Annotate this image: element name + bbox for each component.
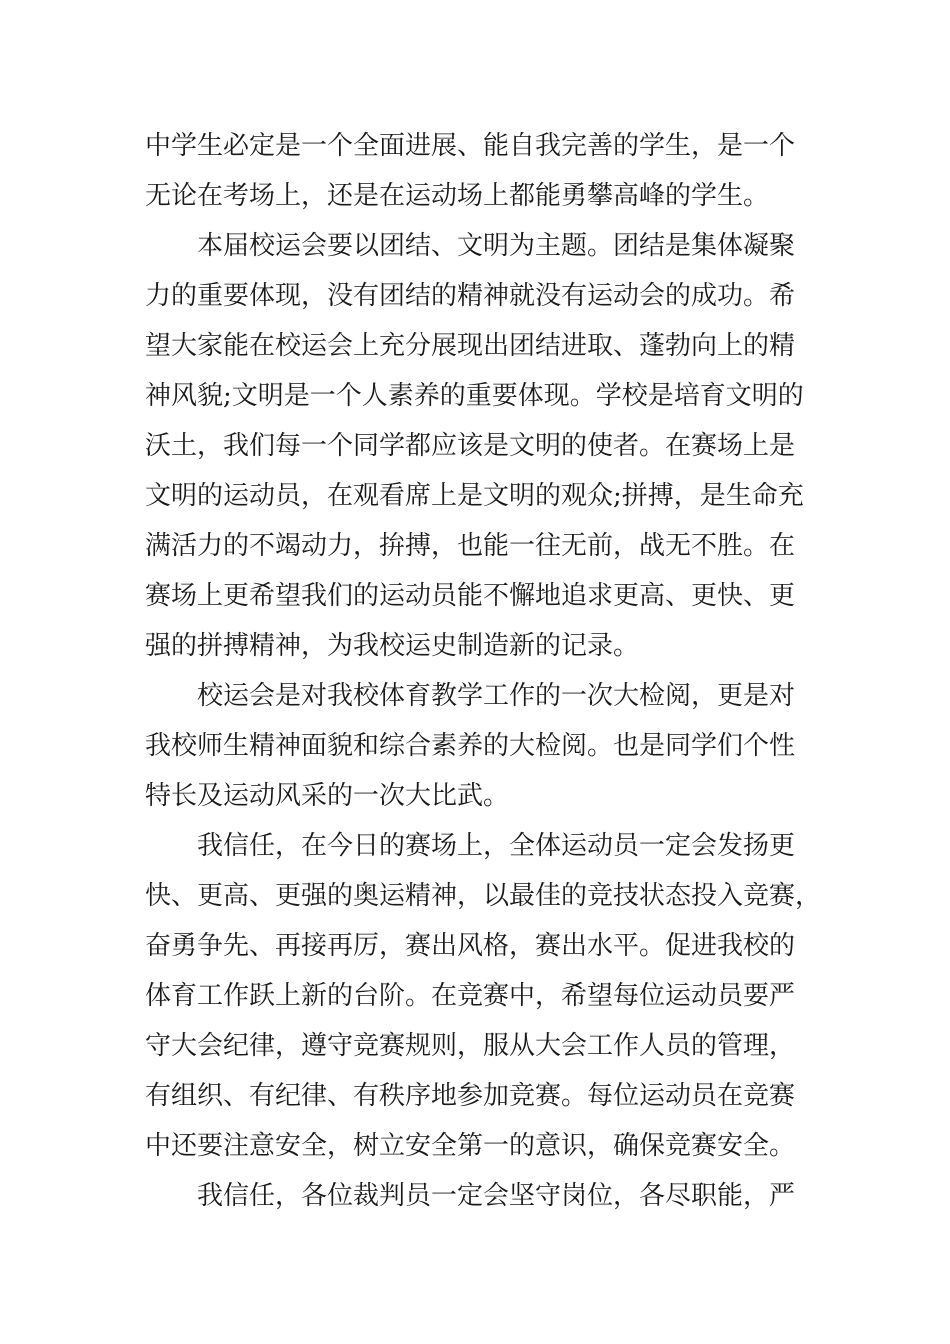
text-line: 中学生必定是一个全面进展、能自我完善的学生，是一个 bbox=[145, 131, 796, 161]
text-line: 中还要注意安全，树立安全第一的意识，确保竞赛安全。 bbox=[145, 1131, 796, 1161]
paragraph-3 bbox=[145, 671, 810, 821]
text-line: 文明的运动员，在观看席上是文明的观众;拼搏，是生命充 bbox=[145, 481, 804, 511]
paragraph-1 bbox=[145, 121, 810, 221]
text-line: 我信任，各位裁判员一定会坚守岗位，各尽职能，严 bbox=[197, 1181, 796, 1211]
text-line: 我校师生精神面貌和综合素养的大检阅。也是同学们个性 bbox=[145, 731, 796, 761]
document-body bbox=[145, 121, 822, 1221]
text-line: 神风貌;文明是一个人素养的重要体现。学校是培育文明的 bbox=[145, 381, 804, 411]
paragraph-2 bbox=[145, 221, 810, 671]
text-line: 无论在考场上，还是在运动场上都能勇攀高峰的学生。 bbox=[145, 181, 770, 211]
text-line: 沃土，我们每一个同学都应该是文明的使者。在赛场上是 bbox=[145, 431, 796, 461]
text-line: 我信任，在今日的赛场上，全体运动员一定会发扬更 bbox=[197, 831, 796, 861]
text-line: 校运会是对我校体育教学工作的一次大检阅，更是对 bbox=[197, 681, 796, 711]
paragraph-5 bbox=[145, 1171, 810, 1221]
text-line: 强的拼搏精神，为我校运史制造新的记录。 bbox=[145, 631, 640, 661]
text-line: 力的重要体现，没有团结的精神就没有运动会的成功。希 bbox=[145, 281, 796, 311]
text-line: 本届校运会要以团结、文明为主题。团结是集体凝聚 bbox=[197, 231, 796, 261]
text-line: 望大家能在校运会上充分展现出团结进取、蓬勃向上的精 bbox=[145, 331, 796, 361]
text-line: 特长及运动风采的一次大比武。 bbox=[145, 781, 510, 811]
text-line: 赛场上更希望我们的运动员能不懈地追求更高、更快、更 bbox=[145, 581, 796, 611]
text-line: 守大会纪律，遵守竞赛规则，服从大会工作人员的管理， bbox=[145, 1031, 796, 1061]
text-line: 有组织、有纪律、有秩序地参加竞赛。每位运动员在竞赛 bbox=[145, 1081, 796, 1111]
paragraph-4 bbox=[145, 821, 822, 1171]
text-line: 满活力的不竭动力，拚搏，也能一往无前，战无不胜。在 bbox=[145, 531, 796, 561]
text-line: 快、更高、更强的奥运精神，以最佳的竞技状态投入竞赛， bbox=[145, 881, 822, 911]
text-line: 奋勇争先、再接再厉，赛出风格，赛出水平。促进我校的 bbox=[145, 931, 796, 961]
text-line: 体育工作跃上新的台阶。在竞赛中，希望每位运动员要严 bbox=[145, 981, 796, 1011]
